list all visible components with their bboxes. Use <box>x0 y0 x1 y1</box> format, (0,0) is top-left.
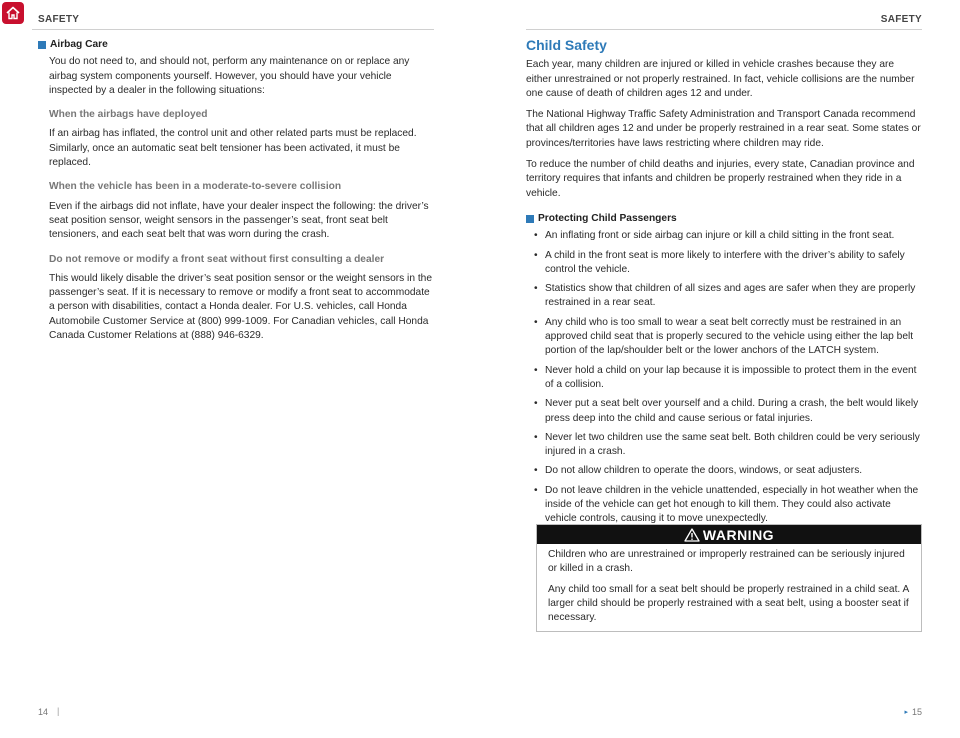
warning-bar <box>537 525 921 544</box>
list-item: • Do not allow children to operate the doors, windows, or seat adjusters. <box>534 464 922 478</box>
section-title: Protecting Child Passengers <box>538 212 677 224</box>
warning-box <box>536 524 922 632</box>
list-item: • Statistics show that children of all sizes and ages are safer when they are properly restrained in a rear seat. <box>534 282 922 311</box>
list-item: • Never put a seat belt over yourself and a child. During a crash, the belt would likely press deep into the child and cause serious or fatal injuries. <box>534 397 922 426</box>
square-bullet-icon <box>38 41 46 49</box>
list-item: • Never hold a child on your lap because it is impossible to protect them in the event of a collision. <box>534 364 922 393</box>
child-safety-p3: To reduce the number of child deaths and injuries, every state, Canadian province and territory requires that infants and children be properly restrained when they ride in a vehicle. <box>526 159 915 199</box>
list-item: • An inflating front or side airbag can injure or kill a child sitting in the front seat. <box>534 229 922 243</box>
warning-text-1: Children who are unrestrained or improperly restrained can be seriously injured or killed in a crash. <box>548 549 905 575</box>
list-item: • A child in the front seat is more likely to interfere with the driver’s ability to safely control the vehicle. <box>534 249 922 278</box>
page-separator: | <box>57 706 60 716</box>
modify-seat-text: This would likely disable the driver’s seat position sensor or the weight sensors in the passenger’s seat. If it is necessary to remove or modify a front seat to accommodate a person with disabilities, contact a Honda dealer. For U.S. vehicles, call Honda Automobile Customer Service at (800) 999-1009. For Canadian vehicles, call Honda Canada Customer Relations at (888) 946-6329. <box>49 272 432 342</box>
airbag-intro: You do not need to, and should not, perform any maintenance on or replace any airbag system components yourself. However, you should have your vehicle inspected by a dealer in the following situations: <box>49 56 410 96</box>
subheading-deployed: When the airbags have deployed <box>49 109 208 121</box>
page-number-right: 15 <box>911 707 922 717</box>
warning-triangle-icon <box>684 528 700 542</box>
next-arrow-icon[interactable]: ▸ <box>904 709 908 716</box>
bullet-list <box>526 229 922 526</box>
list-item: • Never let two children use the same seat belt. Both children could be very seriously injured in a crash. <box>534 431 922 460</box>
header-left: SAFETY <box>38 14 80 25</box>
section-title: Airbag Care <box>50 39 108 50</box>
list-item: • Any child who is too small to wear a seat belt correctly must be restrained in an approved child seat that is properly secured to the vehicle using either the lap belt portion of the lap/shoulder belt or the lower anchors of the LATCH system. <box>534 316 922 359</box>
left-column <box>38 38 436 350</box>
child-safety-p1: Each year, many children are injured or killed in vehicle crashes because they are either unrestrained or not properly restrained. In fact, vehicle collisions are the number one cause of death of children ages 12 and under. <box>526 59 915 99</box>
right-column <box>526 38 922 532</box>
section-heading-airbag-care <box>38 38 436 52</box>
warning-label: WARNING <box>702 526 775 543</box>
square-bullet-icon <box>526 215 534 223</box>
list-item: • Do not leave children in the vehicle unattended, especially in hot weather when the inside of the vehicle can get hot enough to kill them. They could also activate vehicle controls, causing it to move unexpectedly. <box>534 484 922 527</box>
home-button[interactable] <box>2 2 24 24</box>
subheading-collision: When the vehicle has been in a moderate-to-severe collision <box>49 181 342 193</box>
collision-text: Even if the airbags did not inflate, have your dealer inspect the following: the driver’s seat position sensor, weight sensors in the passenger’s seat, front seat belt tensioners, and each seat belt that was worn during the crash. <box>49 200 429 241</box>
header-right: SAFETY <box>880 14 922 25</box>
header-rule-right <box>526 29 922 30</box>
deployed-text: If an airbag has inflated, the control unit and other related parts must be replaced. Similarly, once an automatic seat belt tensioner has been activated, it must be replaced. <box>49 128 417 169</box>
page-title: Child Safety <box>526 37 607 53</box>
page-number-left: 14 <box>38 707 49 717</box>
home-icon <box>5 5 21 21</box>
child-safety-p2: The National Highway Traffic Safety Administration and Transport Canada recommend that all children ages 12 and under be properly restrained in a rear seat. Some states or provinces/territories have laws restricting where children may ride. <box>526 109 921 149</box>
header-rule-left <box>32 29 434 30</box>
subheading-modify-seat: Do not remove or modify a front seat without first consulting a dealer <box>49 253 385 265</box>
warning-text-2: Any child too small for a seat belt should be properly restrained in a child seat. A larger child should be properly restrained with a seat belt, using a booster seat if necessary. <box>548 583 909 624</box>
section-heading-protecting <box>526 212 922 226</box>
